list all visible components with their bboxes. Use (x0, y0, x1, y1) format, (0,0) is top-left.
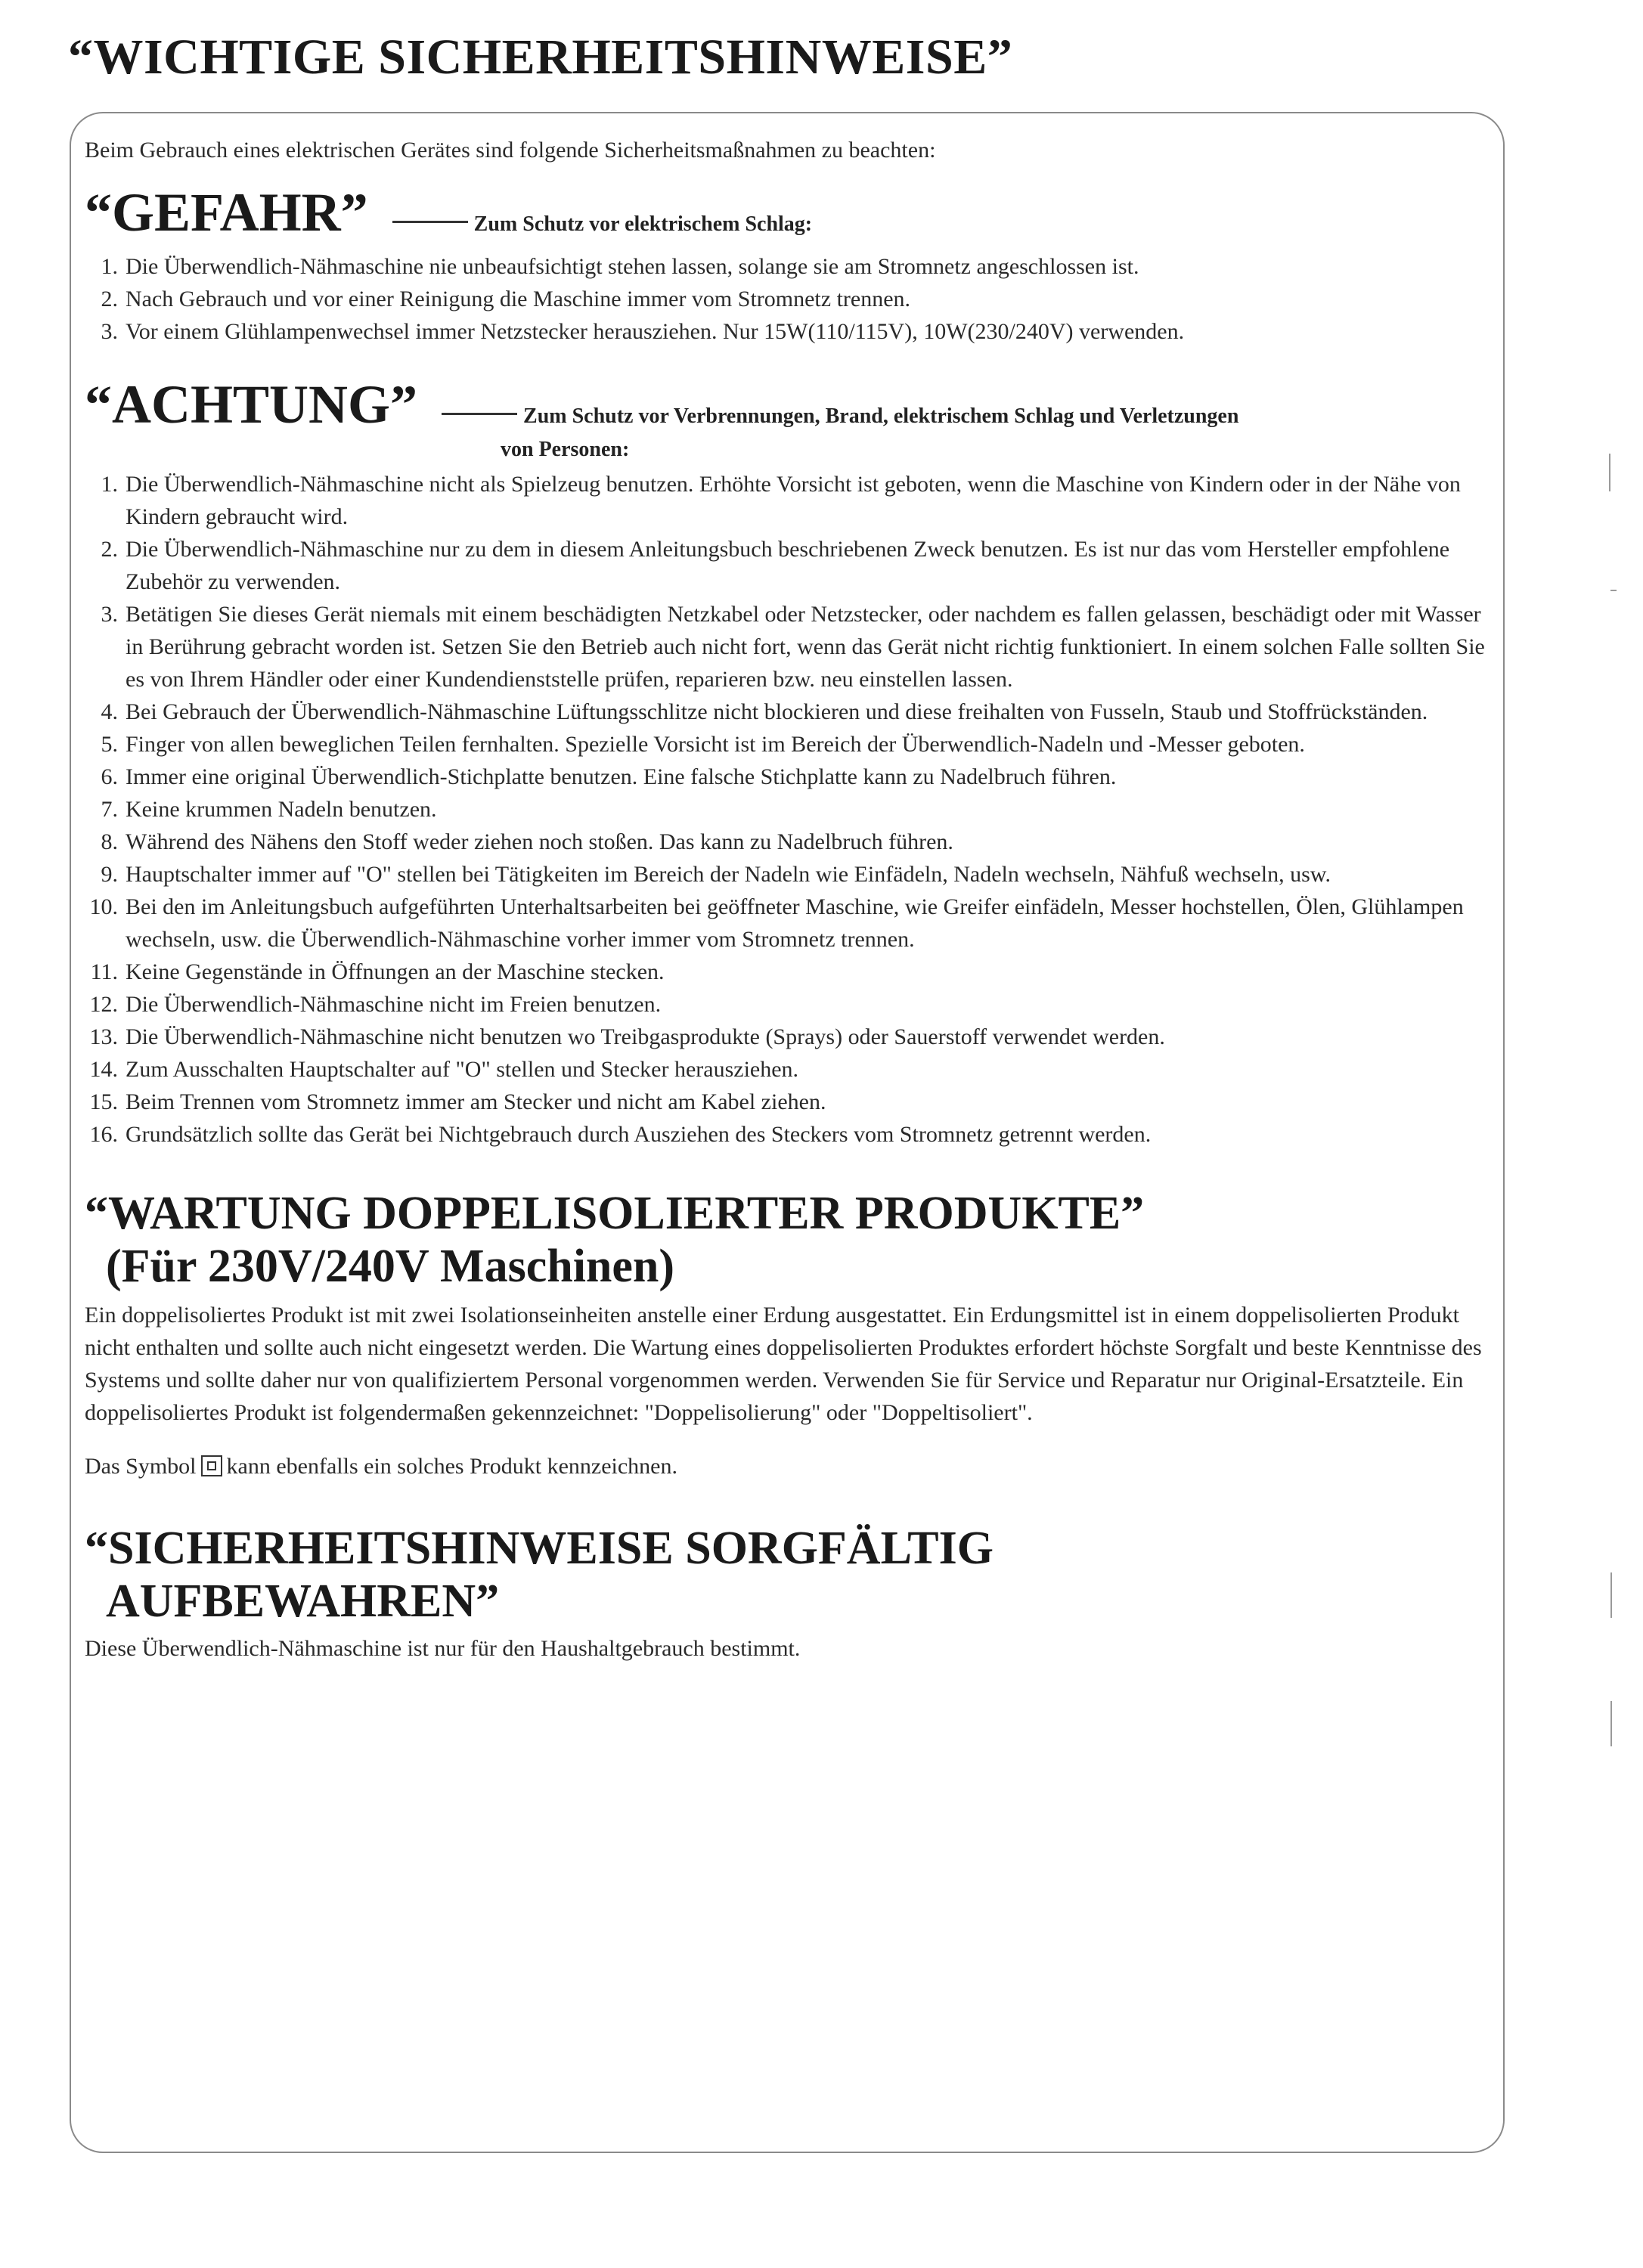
item-text: Grundsätzlich sollte das Gerät bei Nichtgebrauch durch Ausziehen des Steckers vom Stromnetz getrennt werden. (126, 1122, 1152, 1147)
item-number: 6. (101, 764, 118, 789)
list-item (85, 891, 1499, 956)
symbol-line (85, 1450, 1499, 1483)
item-number: 2. (101, 537, 118, 562)
gefahr-heading-row (85, 181, 1499, 244)
list-item (85, 761, 1499, 793)
document-body (85, 135, 1499, 1665)
item-text: Die Überwendlich-Nähmaschine nicht im Freien benutzen. (126, 992, 662, 1017)
wartung-heading: “WARTUNG DOPPELISOLIERTER PRODUKTE” (85, 1188, 1145, 1239)
list-item (85, 793, 1499, 826)
gefahr-section (85, 181, 1499, 348)
list-item (85, 283, 1499, 315)
achtung-section (85, 373, 1499, 1151)
item-number: 16. (89, 1122, 118, 1147)
wartung-heading-sub: (Für 230V/240V Maschinen) (106, 1241, 675, 1292)
item-number: 15. (89, 1089, 118, 1114)
intro-text: Beim Gebrauch eines elektrischen Gerätes sind folgende Sicherheitsmaßnahmen zu beachten: (85, 138, 936, 163)
gefahr-subtitle: Zum Schutz vor elektrischem Schlag: (473, 212, 813, 236)
list-item (85, 250, 1499, 283)
achtung-list (85, 468, 1499, 1151)
item-number: 7. (101, 797, 118, 822)
item-text: Keine krummen Nadeln benutzen. (126, 797, 437, 822)
item-text: Immer eine original Überwendlich-Stichplatte benutzen. Eine falsche Stichplatte kann zu Nadelbruch führen. (126, 764, 1117, 789)
item-number: 9. (101, 862, 118, 887)
aufbewahren-heading: “SICHERHEITSHINWEISE SORGFÄLTIG (85, 1523, 994, 1574)
list-item (85, 1118, 1499, 1151)
list-item (85, 1053, 1499, 1086)
list-item (85, 956, 1499, 988)
wartung-paragraph: Ein doppelisoliertes Produkt ist mit zwei Isolationseinheiten anstelle einer Erdung ausgestattet. Ein Erdungsmittel ist in einem doppelisolierten Produkt nicht enthalten und sollte auch nicht eingesetzt werden. Die Wartung eines doppelisolierten Produktes erfordert höchste Sorgfalt und beste Kenntnisse des Systems und sollte daher nur von qualifiziertem Personal vorgenommen werden. Verwenden Sie für Service und Reparatur nur Original-Ersatzteile. Ein doppelisoliertes Produkt ist folgendermaßen gekennzeichnet: "Doppelisolierung" oder "Doppeltisoliert". (85, 1303, 1482, 1425)
page-title: “WICHTIGE SICHERHEITSHINWEISE” (68, 29, 1013, 85)
list-item (85, 728, 1499, 761)
dash-separator (442, 413, 517, 415)
achtung-subtitle-cont: von Personen: (501, 438, 630, 461)
aufbewahren-heading-sub: AUFBEWAHREN” (106, 1576, 500, 1627)
item-number: 13. (89, 1024, 118, 1049)
item-text: Vor einem Glühlampenwechsel immer Netzstecker herausziehen. Nur 15W(110/115V), 10W(230/240V) verwenden. (126, 319, 1185, 344)
item-text: Bei den im Anleitungsbuch aufgeführten Unterhaltsarbeiten bei geöffneter Maschine, wie Greifer einfädeln, Messer hochstellen, Ölen, Glühlampen wechseln, usw. die Überwendlich-Nähmaschine vorher immer vom Stromnetz trennen. (126, 894, 1464, 952)
item-text: Hauptschalter immer auf "O" stellen bei Tätigkeiten im Bereich der Nadeln wie Einfädeln, Nadeln wechseln, Nähfuß wechseln, usw. (126, 862, 1331, 887)
item-text: Keine Gegenstände in Öffnungen an der Maschine stecken. (126, 959, 665, 984)
list-item (85, 826, 1499, 858)
item-text: Finger von allen beweglichen Teilen fernhalten. Spezielle Vorsicht ist im Bereich der Überwendlich-Nadeln und -Messer geboten. (126, 732, 1305, 757)
symbol-text-after: kann ebenfalls ein solches Produkt kennzeichnen. (226, 1454, 677, 1479)
wartung-section (85, 1187, 1499, 1483)
item-number: 4. (101, 699, 118, 724)
aufbewahren-section (85, 1522, 1499, 1665)
item-number: 10. (89, 894, 118, 919)
item-number: 8. (101, 829, 118, 854)
item-number: 1. (101, 472, 118, 497)
item-text: Die Überwendlich-Nähmaschine nicht als Spielzeug benutzen. Erhöhte Vorsicht ist geboten, wenn die Maschine von Kindern oder in der Nähe von Kindern gebraucht wird. (126, 472, 1461, 529)
scan-mark (1609, 454, 1610, 491)
list-item (85, 1021, 1499, 1053)
item-number: 3. (101, 602, 118, 627)
list-item (85, 598, 1499, 696)
scan-mark (1610, 1701, 1612, 1746)
gefahr-heading: “GEFAHR” (85, 182, 368, 243)
item-number: 11. (90, 959, 118, 984)
list-item (85, 315, 1499, 348)
item-number: 14. (89, 1057, 118, 1082)
gefahr-list (85, 250, 1499, 348)
list-item (85, 533, 1499, 598)
item-text: Nach Gebrauch und vor einer Reinigung die Maschine immer vom Stromnetz trennen. (126, 287, 911, 311)
item-text: Während des Nähens den Stoff weder ziehen noch stoßen. Das kann zu Nadelbruch führen. (126, 829, 953, 854)
item-text: Zum Ausschalten Hauptschalter auf "O" stellen und Stecker herausziehen. (126, 1057, 799, 1082)
item-number: 5. (101, 732, 118, 757)
achtung-subtitle: Zum Schutz vor Verbrennungen, Brand, elektrischem Schlag und Verletzungen (523, 404, 1239, 428)
list-item (85, 858, 1499, 891)
scan-mark (1610, 1572, 1612, 1618)
item-number: 3. (101, 319, 118, 344)
item-text: Bei Gebrauch der Überwendlich-Nähmaschine Lüftungsschlitze nicht blockieren und diese freihalten von Fusseln, Staub und Stoffrückständen. (126, 699, 1428, 724)
item-text: Die Überwendlich-Nähmaschine nie unbeaufsichtigt stehen lassen, solange sie am Stromnetz angeschlossen ist. (126, 254, 1139, 279)
item-text: Betätigen Sie dieses Gerät niemals mit einem beschädigten Netzkabel oder Netzstecker, oder nachdem es fallen gelassen, beschädigt oder mit Wasser in Berührung gebracht worden ist. Setzen Sie den Betrieb auch nicht fort, wenn das Gerät nicht richtig funktioniert. In einem solchen Falle sollten Sie es von Ihrem Händler oder einer Kundendienststelle prüfen, reparieren bzw. neu einstellen lassen. (126, 602, 1485, 692)
achtung-heading-row (85, 373, 1499, 436)
achtung-heading: “ACHTUNG” (85, 374, 418, 435)
list-item (85, 696, 1499, 728)
item-number: 1. (101, 254, 118, 279)
item-text: Die Überwendlich-Nähmaschine nur zu dem in diesem Anleitungsbuch beschriebenen Zweck benutzen. Es ist nur das vom Hersteller empfohlene Zubehör zu verwenden. (126, 537, 1450, 594)
item-number: 12. (89, 992, 118, 1017)
list-item (85, 468, 1499, 533)
aufbewahren-paragraph: Diese Überwendlich-Nähmaschine ist nur für den Haushaltgebrauch bestimmt. (85, 1636, 801, 1661)
item-number: 2. (101, 287, 118, 311)
double-insulation-symbol-icon (201, 1455, 222, 1476)
list-item (85, 988, 1499, 1021)
scan-mark (1610, 590, 1617, 591)
item-text: Beim Trennen vom Stromnetz immer am Stecker und nicht am Kabel ziehen. (126, 1089, 826, 1114)
symbol-text-before: Das Symbol (85, 1454, 197, 1479)
list-item (85, 1086, 1499, 1118)
dash-separator (392, 221, 468, 223)
item-text: Die Überwendlich-Nähmaschine nicht benutzen wo Treibgasprodukte (Sprays) oder Sauerstoff verwendet werden. (126, 1024, 1165, 1049)
